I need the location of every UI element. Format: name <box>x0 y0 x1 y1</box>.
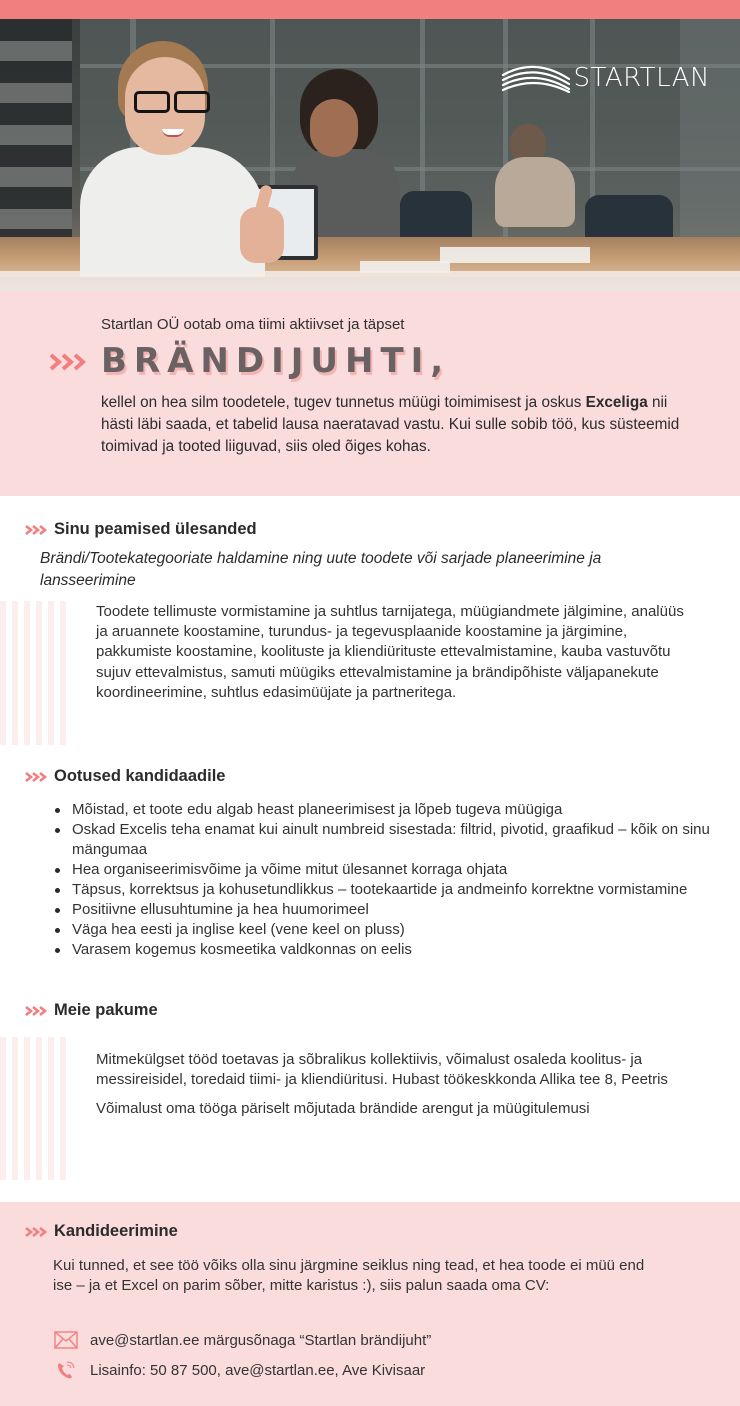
info-contact <box>53 1359 425 1381</box>
section-heading-apply <box>25 1222 178 1241</box>
list-item: Varasem kogemus kosmeetika valdkonnas on eelis <box>53 940 713 960</box>
intro-body-bold: Exceliga <box>585 394 648 411</box>
intro-lead: Startlan OÜ ootab oma tiimi aktiivset ja täpset <box>101 316 405 333</box>
glasses <box>128 91 214 113</box>
section-heading-text: Sinu peamised ülesanded <box>54 520 257 538</box>
intro-body-text: nii hästi läbi saada, et tabelid lausa naeratavad vastu. Kui sulle sobib töö, kus süsteemid toimivad ja tooted liiguvad, siis oled õiges kohas. <box>101 394 680 455</box>
decorative-stripes <box>0 601 66 745</box>
list-item: Täpsus, korrektsus ja kohusetundlikkus – tootekaartide ja andmeinfo korrektne vormistamine <box>53 880 713 900</box>
decorative-stripes <box>0 1037 66 1180</box>
top-accent-bar <box>0 0 740 19</box>
phone-icon <box>53 1359 79 1381</box>
triple-chevron-icon <box>25 1005 49 1017</box>
startlan-logo <box>501 63 710 93</box>
hero-photo <box>0 19 740 291</box>
intro-body-text: kellel on hea silm toodetele, tugev tunnetus müügi toimimisest ja oskus <box>101 394 586 411</box>
section-heading-text: Meie pakume <box>54 1001 158 1019</box>
logo-waves-icon <box>501 63 573 93</box>
envelope-icon <box>53 1329 79 1351</box>
logo-text: STARTLAN <box>573 63 710 93</box>
apply-text: Kui tunned, et see töö võiks olla sinu järgmine seiklus ning tead, et hea toode ei müü end ise – ja et Excel on parim sõber, mitte karistus :), siis palun saada oma CV: <box>53 1257 645 1295</box>
hero-bottom-fade <box>0 271 740 291</box>
tasks-body: Toodete tellimuste vormistamine ja suhtlus tarnijatega, müügiandmete jälgimine, analüüs ja aruannete koostamine, turundus- ja tegevusplaanide koostamine ja järgimine, pakkumiste koostamine, koolituste ja kliendiürituste ettevalmistamine, kauba vastuvõtu sujuv ettevalmistus, samuti müügiks ettevalmistamine ja brändipõhiste väljapanekute koordineerimine, suhtlus edasimüüjate ja partneritega. <box>96 603 684 701</box>
woman-shirt <box>80 147 265 277</box>
section-heading-text: Ootused kandidaadile <box>54 767 226 785</box>
email-line[interactable]: ave@startlan.ee märgusõnaga “Startlan brändijuht” <box>90 1331 432 1349</box>
section-heading-text: Kandideerimine <box>54 1222 178 1240</box>
section-heading-expectations <box>25 767 225 786</box>
shelf <box>0 19 72 249</box>
intro-panel <box>0 291 740 496</box>
pillar <box>680 19 740 239</box>
section-heading-offer <box>25 1001 158 1020</box>
list-item: Hea organiseerimisvõime ja võime mitut ülesannet korraga ohjata <box>53 860 713 880</box>
tasks-subtitle: Brändi/Tootekategooriate haldamine ning uute toodete või sarjade planeerimine ja lansseerimine <box>40 550 602 589</box>
offer-paragraph: Võimalust oma tööga päriselt mõjutada brändide arengut ja müügitulemusi <box>96 1100 590 1118</box>
papers <box>440 247 590 263</box>
triple-chevron-icon <box>25 524 49 536</box>
info-line: Lisainfo: 50 87 500, ave@startlan.ee, Ave Kivisaar <box>90 1361 426 1379</box>
colleague-face <box>310 99 358 157</box>
list-item: Oskad Excelis teha enamat kui ainult numbreid sisestada: filtrid, pivotid, graafikud – kõik on sinu mängumaa <box>53 820 713 860</box>
section-heading-tasks <box>25 520 257 539</box>
offer-paragraph: Mitmekülgset tööd toetavas ja sõbralikus kollektiivis, võimalust osaleda koolitus- ja messireisidel, toredaid tiimi- ja kliendiüritusi. Hubast töökeskkonda Allika tee 8, Peetris <box>96 1051 668 1089</box>
triple-chevron-icon <box>49 352 89 372</box>
offer-body <box>96 1050 686 1129</box>
thumbs-up-hand <box>240 207 284 263</box>
triple-chevron-icon <box>25 771 49 783</box>
intro-body <box>101 392 701 458</box>
list-item: Positiivne ellusuhtumine ja hea huumorimeel <box>53 900 713 920</box>
apply-panel <box>0 1202 740 1406</box>
email-contact[interactable] <box>53 1329 431 1351</box>
job-title: BRÄNDIJUHTI, <box>101 341 451 381</box>
expectations-list <box>53 800 713 960</box>
background-person-body <box>495 157 575 227</box>
list-item: Väga hea eesti ja inglise keel (vene keel on pluss) <box>53 920 713 940</box>
triple-chevron-icon <box>25 1226 49 1238</box>
list-item: Mõistad, et toote edu algab heast planeerimisest ja lõpeb tugeva müügiga <box>53 800 713 820</box>
